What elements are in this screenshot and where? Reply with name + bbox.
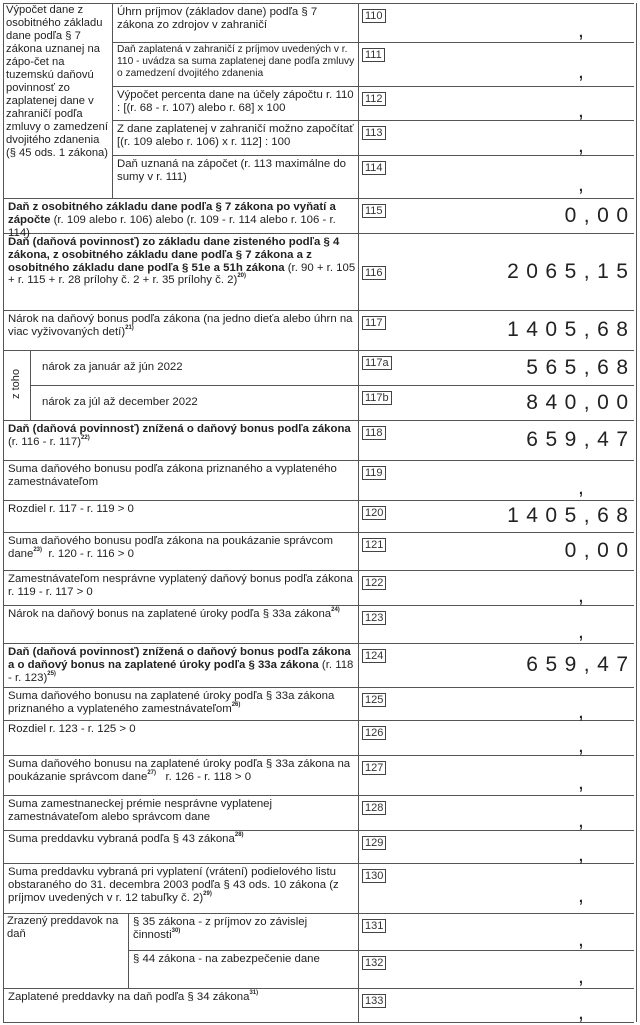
row-label-text: Úhrn príjmov (základov dane) podľa § 7 zákona zo zdrojov v zahraničí xyxy=(117,6,318,31)
row-label-text: (r. 90 + r. 105 + r. 115 + r. 28 prílohy č. 2 + r. 35 prílohy č. 2) xyxy=(8,261,356,287)
group-label-withheld: Zrazený preddavok na daň xyxy=(7,915,119,940)
form-border-left xyxy=(3,3,4,1022)
row-code: 127 xyxy=(362,761,386,775)
row-divider xyxy=(3,460,634,461)
row-label xyxy=(133,916,357,942)
decimal-separator: , xyxy=(578,842,584,866)
row-label-bold: Daň z osobitného základu dane podľa § 7 zákona po vyňatí a zápočte xyxy=(8,201,336,226)
row-label-text: Nárok na daňový bonus na zaplatené úroky podľa § 33a zákona xyxy=(8,608,332,620)
row-label xyxy=(8,463,357,489)
row-label-bold: Daň (daňová povinnosť) znížená o daňový bonus podľa zákona a o daňový bonus na zaplatené úroky podľa § 33a zákona xyxy=(8,646,351,671)
row-label-text: Daň uznaná na zápočet (r. 113 maximálne do sumy v r. 111) xyxy=(117,158,347,183)
row-label xyxy=(8,201,357,239)
row-code: 125 xyxy=(362,693,386,707)
row-label-text: (r. 109 alebo r. 106) alebo (r. 109 - r. 114 alebo r. 106 - r. 114) xyxy=(8,213,336,239)
row-code: 126 xyxy=(362,726,386,740)
row-value: 2065,15 xyxy=(507,259,636,283)
row-label xyxy=(117,89,357,115)
row-label-text: (r. 118 - r. 123) xyxy=(8,658,354,684)
row-value: 0,00 xyxy=(564,539,636,562)
row-divider xyxy=(3,3,634,4)
row-code: 129 xyxy=(362,836,386,850)
row-label xyxy=(8,991,357,1004)
row-value-field[interactable] xyxy=(380,476,634,500)
form-border-right xyxy=(636,3,637,1022)
row-value-field[interactable] xyxy=(380,391,634,415)
decimal-separator: , xyxy=(578,133,584,157)
row-value-field[interactable] xyxy=(380,843,634,867)
row-value-field[interactable] xyxy=(380,134,634,158)
row-value-field[interactable] xyxy=(380,965,634,989)
row-value: 1405,68 xyxy=(507,318,636,341)
decimal-separator: , xyxy=(578,99,584,122)
row-code: 120 xyxy=(362,506,386,520)
row-value-field[interactable] xyxy=(380,884,634,908)
row-value-field[interactable] xyxy=(380,928,634,952)
row-code: 133 xyxy=(362,994,386,1008)
row-label xyxy=(42,361,364,374)
row-code: 131 xyxy=(362,919,386,933)
row-value-field[interactable] xyxy=(380,809,634,833)
row-label-bold: Daň (daňová povinnosť) znížená o daňový bonus podľa zákona xyxy=(8,423,351,435)
row-label-text: Suma daňového bonusu podľa zákona na poukázanie správcom dane xyxy=(8,535,334,560)
decimal-separator: , xyxy=(578,583,584,607)
row-code: 132 xyxy=(362,956,386,970)
footnote-ref: 31) xyxy=(249,990,259,996)
footnote-ref: 26) xyxy=(231,701,241,708)
row-value: 659,47 xyxy=(526,428,636,451)
row-value-field[interactable] xyxy=(380,173,634,197)
row-label-text: r. 120 - r. 116 > 0 xyxy=(42,547,134,560)
row-code: 117 xyxy=(362,316,386,330)
row-value: 659,47 xyxy=(526,653,636,676)
row-label xyxy=(8,866,357,904)
row-divider xyxy=(3,687,634,688)
row-label xyxy=(8,573,357,599)
row-label-text: nárok za január až jún 2022 xyxy=(42,360,183,373)
row-code: 128 xyxy=(362,801,386,815)
row-value-field[interactable] xyxy=(380,356,634,380)
row-divider xyxy=(3,500,634,501)
row-divider xyxy=(112,86,634,87)
row-code: 113 xyxy=(362,126,386,140)
row-divider xyxy=(3,913,634,914)
row-label-text: Zamestnávateľom nesprávne vyplatený daňový bonus podľa zákona r. 119 - r. 117 > 0 xyxy=(8,573,353,598)
row-value: 0,00 xyxy=(564,203,636,227)
row-label-text: § 44 zákona - na zabezpečenie dane xyxy=(133,953,320,965)
decimal-separator: , xyxy=(578,808,584,832)
row-value: 840,00 xyxy=(526,390,636,414)
row-value-field[interactable] xyxy=(380,700,634,724)
row-label xyxy=(8,535,357,561)
row-value-field[interactable] xyxy=(380,428,634,452)
row-code: 121 xyxy=(362,538,386,552)
decimal-separator: , xyxy=(578,620,584,643)
row-divider xyxy=(3,420,634,421)
row-label-text: Suma daňového bonusu na zaplatené úroky podľa § 33a zákona priznaného a vyplateného zamestnávateľom xyxy=(8,690,335,715)
row-code: 111 xyxy=(362,48,385,62)
row-label xyxy=(8,313,357,339)
footnote-ref: 25) xyxy=(47,670,56,677)
group-divider xyxy=(112,3,113,198)
row-label-text: Suma preddavku vybraná pri vyplatení (vrátení) podielového listu obstaraného do 31. decembra 2003 podľa § 43 ods. 10 zákona (z príjmov uvedených v r. 12 tabuľky č. 2) xyxy=(8,866,339,904)
footnote-ref: 28) xyxy=(234,832,244,838)
row-label-text: Rozdiel r. 117 - r. 119 > 0 xyxy=(8,503,134,515)
row-label xyxy=(117,158,357,184)
row-value-field[interactable] xyxy=(380,260,634,284)
decimal-separator: , xyxy=(578,1001,584,1024)
row-value-field[interactable] xyxy=(380,734,634,758)
row-label xyxy=(8,723,357,736)
row-divider xyxy=(3,198,634,199)
row-divider xyxy=(3,532,634,533)
row-value-field[interactable] xyxy=(380,539,634,563)
row-label xyxy=(8,503,357,516)
decimal-separator: , xyxy=(578,18,584,42)
row-value-field[interactable] xyxy=(380,653,634,677)
row-label-text: (r. 116 - r. 117) xyxy=(8,435,82,448)
row-value-field[interactable] xyxy=(380,584,634,608)
row-code: 122 xyxy=(362,576,386,590)
row-value-field[interactable] xyxy=(380,620,634,644)
row-label-text: Suma zamestnaneckej prémie nesprávne vyplatenej zamestnávateľom alebo správcom dane xyxy=(8,798,273,823)
row-label xyxy=(117,44,357,79)
decimal-separator: , xyxy=(578,965,584,988)
row-divider xyxy=(3,570,634,571)
row-value: 1405,68 xyxy=(507,504,636,527)
footnote-ref: 23) xyxy=(33,546,43,553)
row-code: 115 xyxy=(362,204,386,218)
row-value-field[interactable] xyxy=(380,318,634,342)
row-label-text: Rozdiel r. 123 - r. 125 > 0 xyxy=(8,723,136,735)
row-code: 130 xyxy=(362,869,386,883)
row-label xyxy=(8,423,357,449)
row-value-field[interactable] xyxy=(380,60,634,84)
decimal-separator: , xyxy=(578,771,584,794)
group-label-foreign-tax: Výpočet dane z osobitného základu dane podľa § 7 zákona uznanej na zápo-čet na tuzemskú daňovú povinnosť zo zaplatenej dane v zahraničí podľa zmluvy o zamedzení dvojitého zdanenia (§ 45 ods. 1 zákona) xyxy=(6,4,108,159)
row-value-field[interactable] xyxy=(380,1001,634,1025)
row-label-text: nárok za júl až december 2022 xyxy=(42,395,198,408)
row-code: 118 xyxy=(362,426,386,440)
row-label-text: § 35 zákona - z príjmov zo závislej činnosti xyxy=(133,916,308,941)
row-divider xyxy=(3,350,634,351)
row-label-text: Suma daňového bonusu podľa zákona priznaného a vyplateného zamestnávateľom xyxy=(8,463,337,488)
row-label xyxy=(8,690,357,716)
row-label-text: Daň zaplatená v zahraničí z príjmov uvedených v r. 110 - uvádza sa suma zaplatenej dane podľa zmluvy o zamedzení dvojitého zdanenia xyxy=(117,44,355,79)
row-label xyxy=(117,123,357,149)
row-label xyxy=(8,833,357,846)
row-label xyxy=(8,758,357,784)
row-value-field[interactable] xyxy=(380,204,634,228)
row-code: 110 xyxy=(362,9,386,23)
row-code: 112 xyxy=(362,92,386,106)
row-code: 124 xyxy=(362,649,386,663)
row-label xyxy=(133,953,357,966)
decimal-separator: , xyxy=(578,60,584,83)
row-value-field[interactable] xyxy=(380,19,634,43)
row-label xyxy=(117,6,357,32)
decimal-separator: , xyxy=(578,733,584,757)
row-code: 114 xyxy=(362,161,386,175)
row-value: 565,68 xyxy=(526,355,636,379)
row-code: 117a xyxy=(362,356,392,370)
row-label-text: r. 126 - r. 118 > 0 xyxy=(155,770,252,783)
row-divider xyxy=(3,310,634,311)
row-label-text: Suma preddavku vybraná podľa § 43 zákona xyxy=(8,833,235,845)
footnote-ref: 30) xyxy=(171,927,181,934)
row-value-field[interactable] xyxy=(380,504,634,528)
row-value-field[interactable] xyxy=(380,771,634,795)
decimal-separator: , xyxy=(578,476,584,499)
row-label-text: Nárok na daňový bonus podľa zákona (na jedno dieťa alebo úhrn na viac vyživovaných detí) xyxy=(8,313,353,338)
row-label-text: Výpočet percenta dane na účely zápočtu r. 110 : [(r. 68 - r. 107) alebo r. 68] x 100 xyxy=(117,89,354,114)
row-code: 117b xyxy=(362,391,392,405)
row-label-text: Zaplatené preddavky na daň podľa § 34 zákona xyxy=(8,991,250,1003)
decimal-separator: , xyxy=(578,172,584,196)
decimal-separator: , xyxy=(578,927,584,951)
decimal-separator: , xyxy=(578,884,584,907)
row-label-text: Suma daňového bonusu na zaplatené úroky podľa § 33a zákona na poukázanie správcom dane xyxy=(8,758,351,783)
row-code: 116 xyxy=(362,266,386,280)
row-divider xyxy=(3,795,634,796)
row-code: 123 xyxy=(362,611,386,625)
footnote-ref: 24) xyxy=(331,607,340,613)
row-label xyxy=(8,798,357,824)
row-label xyxy=(8,236,357,287)
row-value-field[interactable] xyxy=(380,99,634,123)
decimal-separator: , xyxy=(578,699,584,723)
footnote-ref: 21) xyxy=(125,324,134,331)
row-divider xyxy=(30,385,634,386)
footnote-ref: 22) xyxy=(81,434,90,441)
group-label-of-which: z toho xyxy=(9,369,22,399)
row-label xyxy=(42,396,364,409)
footnote-ref: 27) xyxy=(147,769,156,776)
row-code: 119 xyxy=(362,466,386,480)
footnote-ref: 20) xyxy=(237,273,246,280)
row-label xyxy=(8,646,357,684)
row-label-bold: Daň (daňová povinnosť) zo základu dane zisteného podľa § 4 zákona, z osobitného základu dane podľa § 7 zákona a z osobitného základu dane podľa § 51e a 51h zákona xyxy=(8,236,340,274)
row-label-text: Z dane zaplatenej v zahraničí možno započítať [(r. 109 alebo r. 106) x r. 112] : 100 xyxy=(117,123,354,148)
row-label xyxy=(8,608,357,621)
footnote-ref: 29) xyxy=(203,890,212,897)
